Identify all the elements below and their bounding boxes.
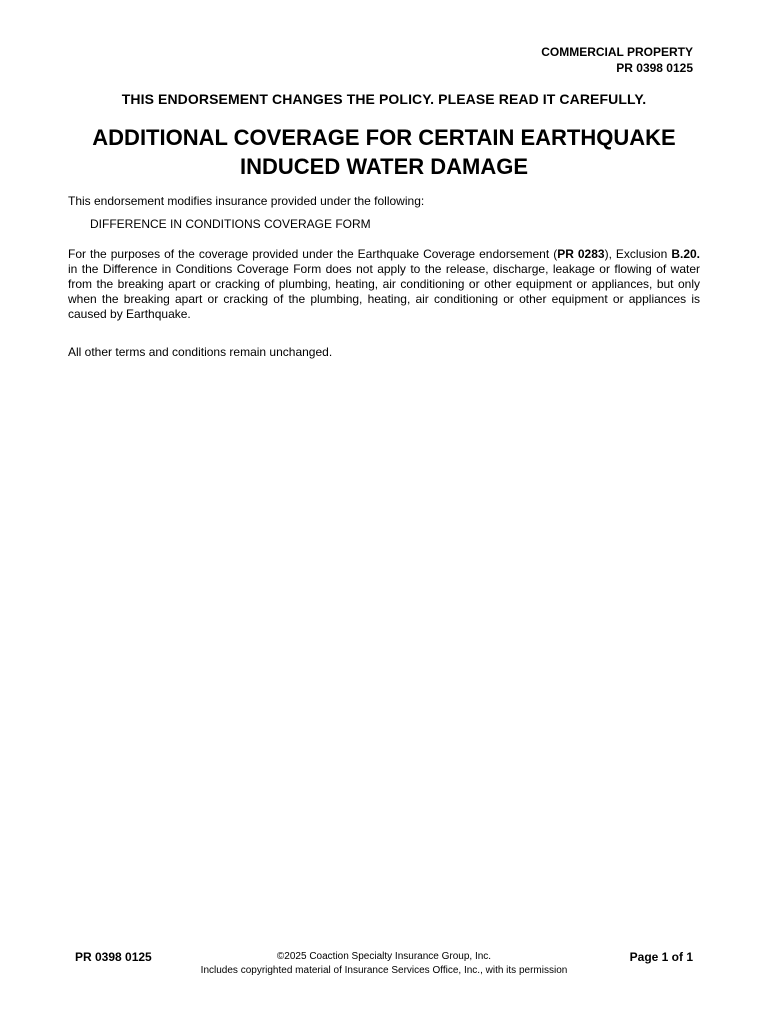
footer-form-number: PR 0398 0125 [75, 950, 152, 964]
body-text-part-3: in the Difference in Conditions Coverage Form does not apply to the release, discharge, leakage or flowing of water from the breaking apart or cracking of plumbing, heating, air conditioning or other equipment or appliances, but only when the breaking apart or cracking of the plumbing, heating, air conditioning or other equipment or appliances is caused by Earthquake. [68, 262, 700, 321]
header-form-number: PR 0398 0125 [616, 61, 693, 75]
exclusion-reference: B.20. [671, 247, 700, 261]
page-number: Page 1 of 1 [629, 950, 693, 964]
body-text-part-1: For the purposes of the coverage provided under the Earthquake Coverage endorsement ( [68, 247, 558, 261]
intro-text: This endorsement modifies insurance provided under the following: [68, 194, 425, 208]
modified-form-name: DIFFERENCE IN CONDITIONS COVERAGE FORM [90, 217, 371, 231]
policy-change-notice: THIS ENDORSEMENT CHANGES THE POLICY. PLEASE READ IT CAREFULLY. [121, 91, 647, 107]
endorsement-reference: PR 0283 [557, 247, 605, 261]
line-of-business: COMMERCIAL PROPERTY [541, 45, 693, 59]
footer-copyright: ©2025 Coaction Specialty Insurance Group, Inc. [276, 951, 492, 962]
body-text-part-2: ), Exclusion [604, 247, 672, 261]
endorsement-title [60, 123, 708, 181]
footer-copyright-block [170, 950, 598, 978]
header-block [541, 44, 693, 76]
title-line-2: INDUCED WATER DAMAGE [239, 154, 529, 179]
coverage-paragraph [68, 247, 700, 322]
closing-text: All other terms and conditions remain unchanged. [68, 345, 333, 359]
title-line-1: ADDITIONAL COVERAGE FOR CERTAIN EARTHQUAKE [92, 125, 676, 150]
footer-permission: Includes copyrighted material of Insurance Services Office, Inc., with its permission [200, 965, 568, 976]
